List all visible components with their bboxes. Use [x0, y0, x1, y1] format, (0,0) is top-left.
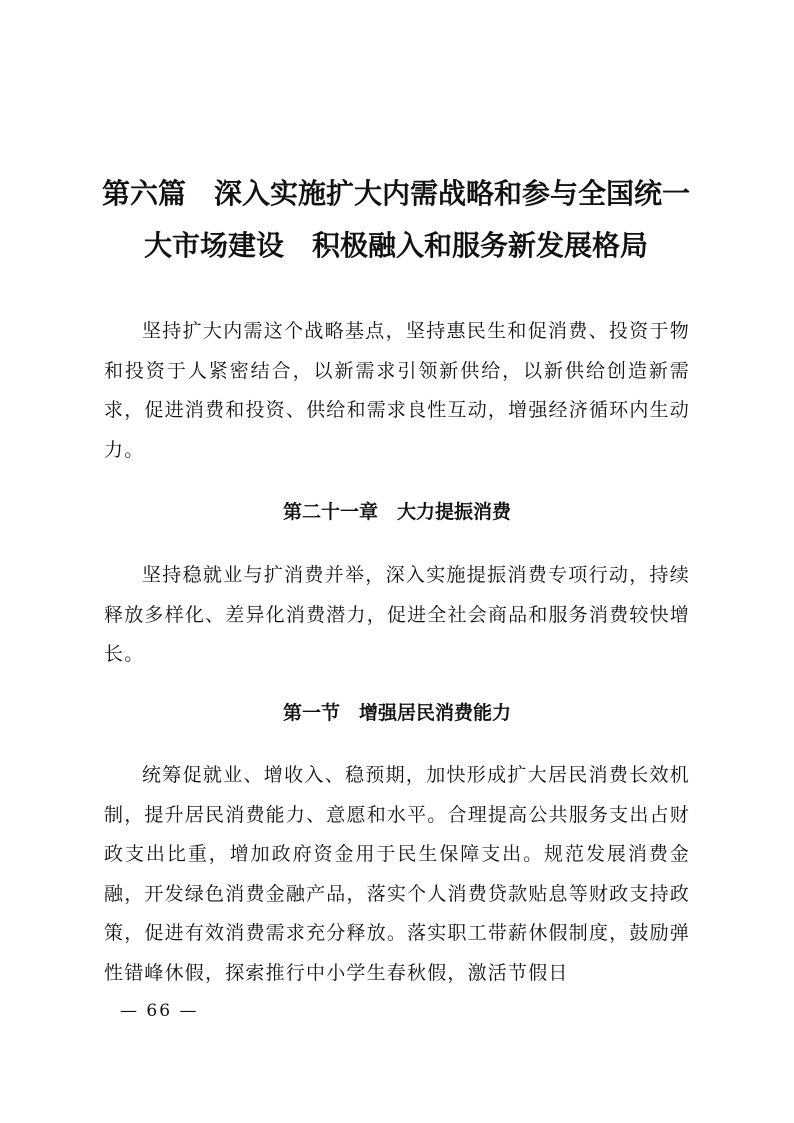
chapter-heading: 第二十一章 大力提振消费 — [282, 501, 511, 523]
section-heading: 第一节 增强居民消费能力 — [282, 702, 511, 724]
page-number: — 66 — — [120, 1001, 199, 1021]
chapter-intro-paragraph: 坚持稳就业与扩消费并举，深入实施提振消费专项行动，持续释放多样化、差异化消费潜力，促进全社会商品和服务消费较快增长。 — [104, 564, 690, 665]
part-title-line-2: 大市场建设 积极融入和服务新发展格局 — [143, 229, 648, 262]
part-title-line-1: 第六篇 深入实施扩大内需战略和参与全国统一 — [101, 177, 690, 210]
section-body-paragraph: 统筹促就业、增收入、稳预期，加快形成扩大居民消费长效机制，提升居民消费能力、意愿和水平。合理提高公共服务支出占财政支出比重，增加政府资金用于民生保障支出。规范发展消费金融，开发绿色消费金融产品，落实个人消费贷款贴息等财政支持政策，促进有效消费需求充分释放。落实职工带薪休假制度，鼓励弹性错峰休假，探索推行中小学生春秋假，激活节假日 — [104, 764, 690, 984]
part-intro-paragraph: 坚持扩大内需这个战略基点，坚持惠民生和促消费、投资于物和投资于人紧密结合，以新需求引领新供给，以新供给创造新需求，促进消费和投资、供给和需求良性互动，增强经济循环内生动力。 — [104, 320, 690, 461]
